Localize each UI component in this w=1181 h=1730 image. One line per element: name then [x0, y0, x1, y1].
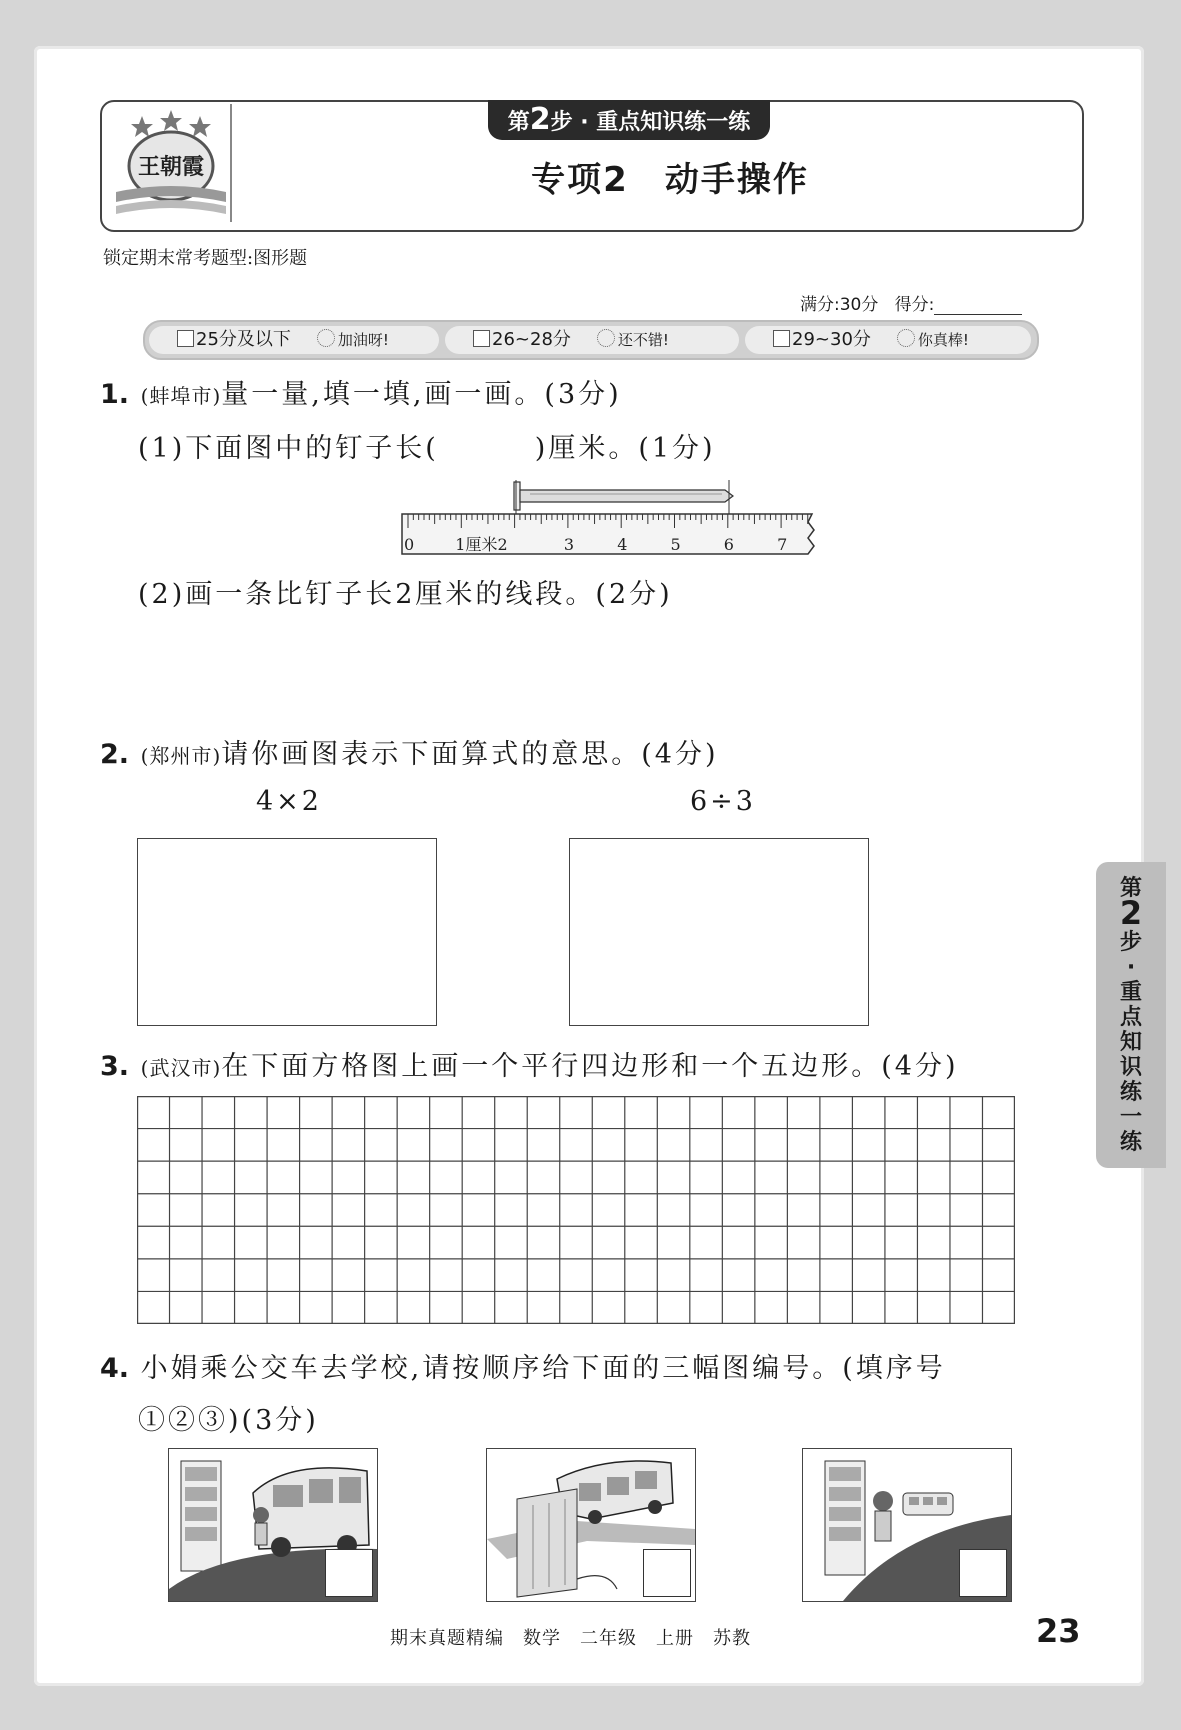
section-title: 专项2 动手操作 — [531, 160, 809, 200]
rating-bar — [143, 320, 1039, 360]
rating-option-3[interactable]: 29~30分 你真棒! — [745, 326, 1031, 354]
side-tab-number: 2 — [1119, 894, 1143, 932]
question-4 — [100, 1346, 946, 1385]
side-tab: 第 2 步 · 重 点 知 识 练 一 练 — [1096, 862, 1166, 1168]
question-number: 4. — [100, 1353, 130, 1384]
question-3 — [100, 1044, 959, 1083]
header-divider — [230, 104, 232, 222]
brand-logo — [112, 106, 230, 222]
step-banner — [488, 100, 770, 140]
ruler-label: 3 — [563, 535, 575, 554]
picture-3 — [802, 1448, 1012, 1602]
question-number: 3. — [100, 1051, 130, 1082]
question-text: 小娟乘公交车去学校,请按顺序给下面的三幅图编号。(填序号 — [140, 1353, 946, 1384]
question-text: 在下面方格图上画一个平行四边形和一个五边形。(4分) — [221, 1051, 959, 1082]
picture-1 — [168, 1448, 378, 1602]
question-source: (武汉市) — [140, 1056, 222, 1080]
step-number: 2 — [529, 102, 551, 137]
drawing-box-1[interactable] — [137, 838, 437, 1026]
expression-2: 6÷3 — [690, 786, 756, 817]
question-2 — [100, 732, 719, 771]
smiley-icon — [317, 329, 335, 347]
question-1-part-2: (2)画一条比钉子长2厘米的线段。(2分) — [138, 579, 673, 610]
subtitle: 锁定期末常考题型:图形题 — [103, 248, 308, 269]
full-score: 满分:30分 — [800, 295, 879, 315]
rating-option-1[interactable]: 25分及以下 加油呀! — [149, 326, 439, 354]
question-number: 2. — [100, 739, 130, 770]
question-text: 量一量,填一填,画一画。(3分) — [221, 379, 622, 410]
drawing-box-2[interactable] — [569, 838, 869, 1026]
question-1-part-1: (1)下面图中的钉子长( )厘米。(1分) — [138, 433, 716, 464]
side-tab-text: 步 · 重 点 知 识 练 一 练 — [1119, 930, 1142, 1155]
smiley-icon — [897, 329, 915, 347]
question-source: (郑州市) — [140, 744, 222, 768]
ruler-label: 0 — [404, 535, 415, 554]
square-grid[interactable] — [137, 1096, 1015, 1324]
smiley-icon — [597, 329, 615, 347]
ruler-label: 5 — [670, 535, 681, 554]
logo-text: 王朝霞 — [137, 154, 205, 180]
score-blank[interactable] — [934, 298, 1022, 315]
ruler-label: 4 — [617, 535, 628, 554]
answer-box-3[interactable] — [959, 1549, 1007, 1597]
ruler-label: 7 — [777, 535, 788, 554]
page-number: 23 — [1036, 1612, 1081, 1650]
question-4-line-2: ①②③)(3分) — [138, 1405, 319, 1436]
ruler-label: 6 — [723, 535, 734, 554]
question-text: 请你画图表示下面算式的意思。(4分) — [221, 739, 719, 770]
checkbox[interactable] — [177, 330, 194, 347]
rating-option-2[interactable]: 26~28分 还不错! — [445, 326, 739, 354]
nail-icon — [514, 482, 733, 510]
ruler-label: 1厘米2 — [455, 535, 508, 554]
step-suffix: 步 · 重点知识练一练 — [550, 110, 751, 135]
score-label: 得分: — [894, 295, 935, 315]
ruler-with-nail — [400, 480, 820, 560]
answer-box-2[interactable] — [643, 1549, 691, 1597]
question-1 — [100, 372, 622, 411]
question-source: (蚌埠市) — [140, 384, 222, 408]
score-line — [800, 290, 1022, 315]
checkbox[interactable] — [473, 330, 490, 347]
question-number: 1. — [100, 379, 130, 410]
expression-1: 4×2 — [256, 786, 322, 817]
footer-text: 期末真题精编 数学 二年级 上册 苏教 — [390, 1628, 751, 1649]
step-prefix: 第 — [507, 110, 530, 135]
picture-2 — [486, 1448, 696, 1602]
checkbox[interactable] — [773, 330, 790, 347]
answer-box-1[interactable] — [325, 1549, 373, 1597]
